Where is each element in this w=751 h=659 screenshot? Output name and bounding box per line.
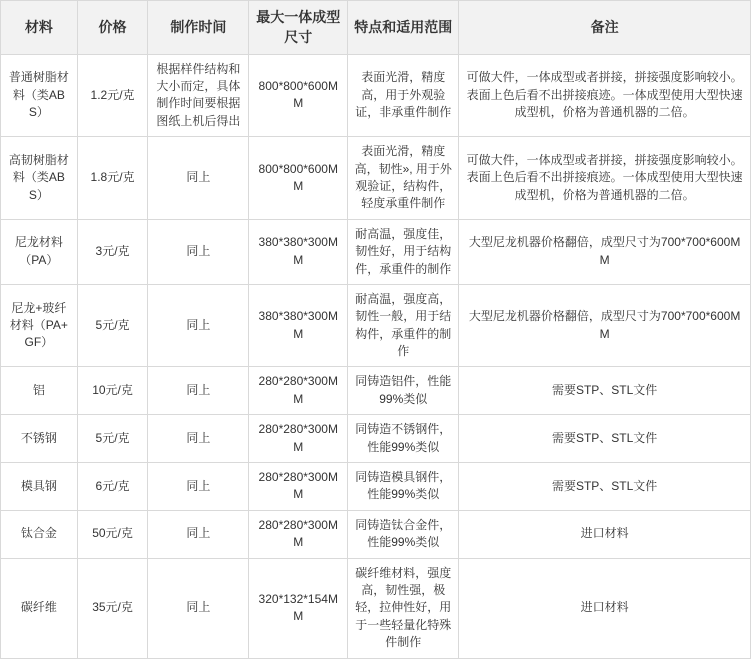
- cell-remark: 进口材料: [459, 558, 751, 658]
- cell-max-size: 280*280*300MM: [249, 367, 348, 415]
- cell-production-time: 同上: [148, 367, 249, 415]
- cell-material: 模具钢: [1, 463, 78, 511]
- cell-material: 碳纤维: [1, 558, 78, 658]
- cell-price: 6元/克: [77, 463, 148, 511]
- cell-max-size: 320*132*154MM: [249, 558, 348, 658]
- column-header-material: 材料: [1, 1, 78, 55]
- cell-production-time: 同上: [148, 463, 249, 511]
- cell-price: 1.2元/克: [77, 54, 148, 137]
- cell-price: 5元/克: [77, 284, 148, 367]
- cell-production-time: 同上: [148, 558, 249, 658]
- cell-price: 10元/克: [77, 367, 148, 415]
- cell-remark: 需要STP、STL文件: [459, 367, 751, 415]
- table-row: [1, 137, 751, 220]
- cell-production-time: 同上: [148, 219, 249, 284]
- cell-features: 同铸造模具钢件，性能99%类似: [348, 463, 459, 511]
- cell-remark: 需要STP、STL文件: [459, 415, 751, 463]
- cell-material: 高韧树脂材料（类ABS）: [1, 137, 78, 220]
- cell-max-size: 280*280*300MM: [249, 463, 348, 511]
- cell-production-time: 同上: [148, 510, 249, 558]
- cell-production-time: 同上: [148, 284, 249, 367]
- cell-features: 表面光滑，精度高，韧性», 用于外观验证，结构件，轻度承重件制作: [348, 137, 459, 220]
- table-header-row: [1, 1, 751, 55]
- cell-max-size: 280*280*300MM: [249, 415, 348, 463]
- cell-remark: 大型尼龙机器价格翻倍，成型尺寸为700*700*600MM: [459, 284, 751, 367]
- column-header-remark: 备注: [459, 1, 751, 55]
- table-row: [1, 510, 751, 558]
- cell-production-time: 同上: [148, 415, 249, 463]
- cell-remark: 可做大件，一体成型或者拼接，拼接强度影响较小。表面上色后看不出拼接痕迹。一体成型使用大型快速成型机，价格为普通机器的二倍。: [459, 54, 751, 137]
- column-header-features: 特点和适用范围: [348, 1, 459, 55]
- cell-price: 1.8元/克: [77, 137, 148, 220]
- cell-production-time: 同上: [148, 137, 249, 220]
- cell-max-size: 800*800*600MM: [249, 137, 348, 220]
- cell-features: 同铸造钛合金件，性能99%类似: [348, 510, 459, 558]
- cell-max-size: 380*380*300MM: [249, 284, 348, 367]
- table-row: [1, 54, 751, 137]
- cell-material: 尼龙+玻纤材料（PA+GF）: [1, 284, 78, 367]
- cell-material: 尼龙材料（PA）: [1, 219, 78, 284]
- cell-features: 耐高温，强度佳，韧性好，用于结构件，承重件的制作: [348, 219, 459, 284]
- cell-price: 35元/克: [77, 558, 148, 658]
- cell-max-size: 380*380*300MM: [249, 219, 348, 284]
- cell-max-size: 280*280*300MM: [249, 510, 348, 558]
- table-row: [1, 219, 751, 284]
- cell-material: 铝: [1, 367, 78, 415]
- cell-material: 普通树脂材料（类ABS）: [1, 54, 78, 137]
- cell-price: 3元/克: [77, 219, 148, 284]
- table-row: [1, 415, 751, 463]
- cell-remark: 可做大件，一体成型或者拼接，拼接强度影响较小。表面上色后看不出拼接痕迹。一体成型使用大型快速成型机，价格为普通机器的二倍。: [459, 137, 751, 220]
- cell-features: 同铸造不锈钢件，性能99%类似: [348, 415, 459, 463]
- cell-price: 50元/克: [77, 510, 148, 558]
- column-header-price: 价格: [77, 1, 148, 55]
- cell-remark: 需要STP、STL文件: [459, 463, 751, 511]
- cell-production-time: 根据样件结构和大小而定，具体制作时间要根据图纸上机后得出: [148, 54, 249, 137]
- cell-features: 碳纤维材料，强度高，韧性强，极轻，拉伸性好，用于一些轻量化特殊件制作: [348, 558, 459, 658]
- cell-features: 同铸造铝件，性能99%类似: [348, 367, 459, 415]
- column-header-max-size: 最大一体成型尺寸: [249, 1, 348, 55]
- cell-max-size: 800*800*600MM: [249, 54, 348, 137]
- table-row: [1, 558, 751, 658]
- table-row: [1, 367, 751, 415]
- cell-remark: 进口材料: [459, 510, 751, 558]
- cell-features: 表面光滑，精度高，用于外观验证，非承重件制作: [348, 54, 459, 137]
- table-row: [1, 284, 751, 367]
- cell-features: 耐高温，强度高，韧性一般，用于结构件，承重件的制作: [348, 284, 459, 367]
- cell-remark: 大型尼龙机器价格翻倍，成型尺寸为700*700*600MM: [459, 219, 751, 284]
- column-header-production-time: 制作时间: [148, 1, 249, 55]
- cell-material: 钛合金: [1, 510, 78, 558]
- cell-price: 5元/克: [77, 415, 148, 463]
- table-row: [1, 463, 751, 511]
- cell-material: 不锈钢: [1, 415, 78, 463]
